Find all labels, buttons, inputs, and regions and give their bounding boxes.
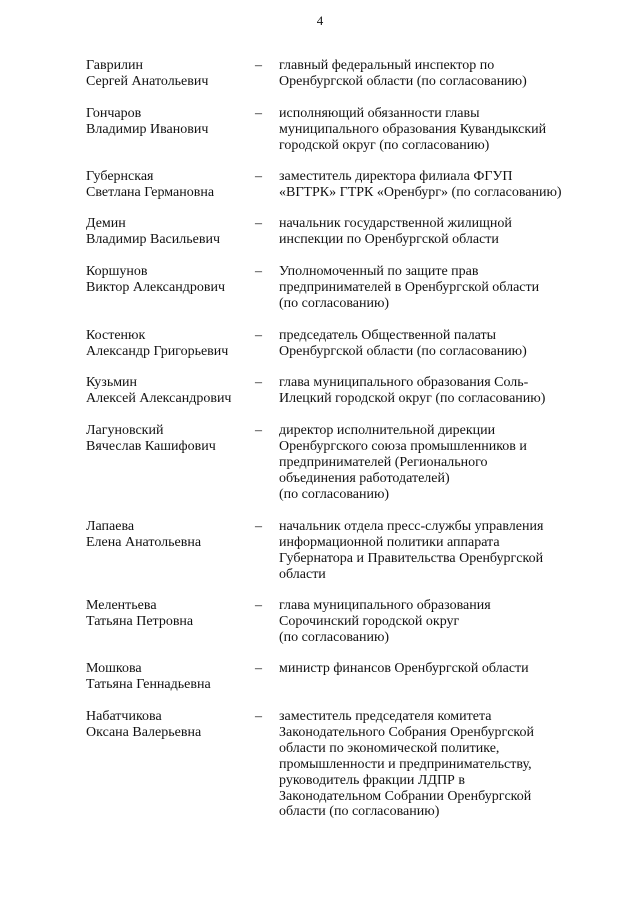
dash-separator: – [255,106,262,121]
dash-separator: – [255,216,262,231]
dash-separator: – [255,423,262,438]
member-position: глава муниципального образования Соль- Илецкий городской округ (по согласованию) [279,375,546,406]
member-name: Кузьмин Алексей Александрович [86,375,232,406]
dash-separator: – [255,661,262,676]
dash-separator: – [255,58,262,73]
member-name: Гаврилин Сергей Анатольевич [86,58,209,89]
member-name: Лапаева Елена Анатольевна [86,519,202,550]
member-name: Гончаров Владимир Иванович [86,106,209,137]
member-name: Губернская Светлана Германовна [86,169,215,200]
member-name: Костенюк Александр Григорьевич [86,328,229,359]
dash-separator: – [255,598,262,613]
member-position: глава муниципального образования Сорочинский городской округ (по согласованию) [279,598,491,645]
member-name: Коршунов Виктор Александрович [86,264,226,295]
member-position: начальник отдела пресс-службы управления информационной политики аппарата Губернатора и Правительства Оренбургской области [279,519,544,582]
member-name: Демин Владимир Васильевич [86,216,220,247]
member-position: председатель Общественной палаты Оренбургской области (по согласованию) [279,328,527,359]
member-position: министр финансов Оренбургской области [279,661,529,676]
dash-separator: – [255,375,262,390]
dash-separator: – [255,709,262,724]
member-position: исполняющий обязанности главы муниципального образования Кувандыкский городской округ (по согласованию) [279,106,547,153]
member-position: начальник государственной жилищной инспекции по Оренбургской области [279,216,512,247]
page-number: 4 [316,13,324,28]
dash-separator: – [255,328,262,343]
member-position: главный федеральный инспектор по Оренбургской области (по согласованию) [279,58,527,89]
member-position: Уполномоченный по защите прав предпринимателей в Оренбургской области (по согласованию) [279,264,540,311]
member-name: Мошкова Татьяна Геннадьевна [86,661,211,692]
member-position: заместитель председателя комитета Законодательного Собрания Оренбургской области по экономической политике, промышленности и предпринимательству, руководитель фракции ЛДПР в Законодательном Собрании Оренбургской области (по согласованию) [279,709,535,820]
dash-separator: – [255,519,262,534]
member-name: Мелентьева Татьяна Петровна [86,598,194,629]
member-position: заместитель директора филиала ФГУП «ВГТРК» ГТРК «Оренбург» (по согласованию) [279,169,562,200]
dash-separator: – [255,169,262,184]
dash-separator: – [255,264,262,279]
member-name: Лагуновский Вячеслав Кашифович [86,423,216,454]
member-name: Набатчикова Оксана Валерьевна [86,709,202,740]
member-position: директор исполнительной дирекции Оренбургского союза промышленников и предпринимателей (Регионального объединения работодателей) (по согласованию) [279,423,527,502]
